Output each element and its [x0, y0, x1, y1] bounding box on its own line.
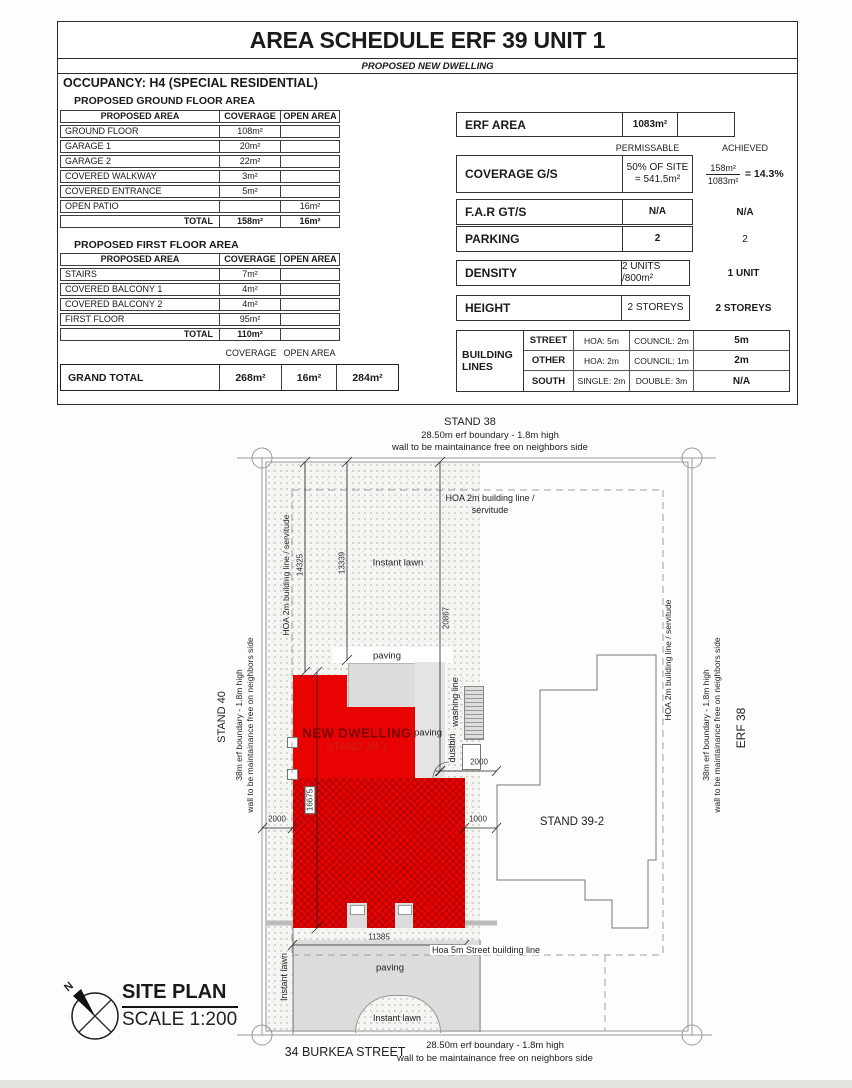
table-cell: 3m² — [219, 170, 281, 183]
first-floor-heading: PROPOSED FIRST FLOOR AREA — [74, 239, 239, 251]
coverage-achieved-result: = 14.3% — [744, 168, 784, 180]
table-cell: 7m² — [219, 268, 281, 281]
coverage-perm-line1: 50% OF SITE — [626, 162, 689, 173]
table-cell: GROUND FLOOR — [60, 125, 220, 138]
header-cell: PROPOSED AREA — [60, 110, 220, 123]
hoa-line-right-label: HOA 2m building line / servitude — [663, 599, 673, 721]
table-cell: 4m² — [219, 298, 281, 311]
table-cell: COVERED BALCONY 1 — [60, 283, 220, 296]
far-label: F.A.R GT/S — [457, 200, 623, 224]
header-cell: OPEN AREA — [280, 253, 340, 266]
site-plan-scale: SCALE 1:200 — [122, 1009, 238, 1030]
total-value: 158m² — [219, 215, 281, 228]
north-compass-icon — [72, 989, 118, 1039]
grand-total-col-header: COVERAGE — [225, 348, 277, 358]
occupancy-label: OCCUPANCY: H4 (SPECIAL RESIDENTIAL) — [63, 76, 318, 90]
building-line-double: DOUBLE: 3m — [630, 371, 694, 391]
density-achieved: 1 UNIT — [727, 267, 760, 279]
table-cell: STAIRS — [60, 268, 220, 281]
total-value: 16m² — [280, 215, 340, 228]
hoa-line-top-label-1: HOA 2m building line / — [445, 493, 535, 503]
building-line-council: COUNCIL: 1m — [630, 351, 694, 371]
parking-permissable: 2 — [654, 233, 661, 244]
instant-lawn-top-label: Instant lawn — [372, 557, 424, 569]
parking-label: PARKING — [457, 227, 623, 251]
total-value: 110m² — [219, 328, 281, 341]
table-cell: COVERED WALKWAY — [60, 170, 220, 183]
table-cell: 20m² — [219, 140, 281, 153]
fraction-denominator: 1083m² — [707, 175, 739, 186]
bottom-boundary-note-1: 28.50m erf boundary - 1.8m high — [426, 1040, 564, 1051]
table-cell: FIRST FLOOR — [60, 313, 220, 326]
table-cell: 16m² — [280, 200, 340, 213]
building-line-achieved: N/A — [732, 375, 751, 387]
far-permissable: N/A — [648, 206, 667, 217]
grand-total-col-header: OPEN AREA — [283, 348, 336, 358]
building-line-achieved: 5m — [694, 331, 789, 351]
building-lines-label: BUILDING LINES — [457, 331, 524, 391]
top-boundary-note-2: wall to be maintainance free on neighbors side — [392, 442, 588, 453]
new-dwelling-label: NEW DWELLING — [302, 725, 412, 741]
building-line-hoa: HOA: 5m — [574, 331, 630, 351]
north-label: N — [62, 979, 76, 995]
total-label: TOTAL — [60, 328, 220, 341]
building-line-achieved: 2m — [694, 351, 789, 371]
table-cell: 4m² — [219, 283, 281, 296]
table-cell: 5m² — [219, 185, 281, 198]
dustbin-label: dustbin — [447, 733, 457, 763]
stand-39-2-outline — [497, 655, 656, 928]
building-line-single: SINGLE: 2m — [574, 371, 630, 391]
total-label: TOTAL — [60, 215, 220, 228]
grand-total-open: 16m² — [282, 365, 337, 390]
stand-39-1-label: STAND 39-1 — [326, 741, 388, 753]
header-cell: COVERAGE — [219, 110, 281, 123]
site-plan-title: SITE PLAN — [122, 981, 238, 1008]
page-subtitle: PROPOSED NEW DWELLING — [58, 59, 797, 74]
erf-area-label: ERF AREA — [457, 113, 623, 136]
table-cell: OPEN PATIO — [60, 200, 220, 213]
street-building-line-label: Hoa 5m Street building line — [431, 945, 541, 955]
grand-total-label: GRAND TOTAL — [61, 365, 220, 390]
table-cell: GARAGE 1 — [60, 140, 220, 153]
paving-bottom-label: paving — [376, 962, 404, 974]
building-line-council: COUNCIL: 2m — [630, 331, 694, 351]
coverage-label: COVERAGE G/S — [457, 156, 623, 192]
dim-13339: 13339 — [337, 551, 347, 575]
grand-total-coverage: 268m² — [220, 365, 282, 390]
erf-area-value: 1083m² — [623, 113, 678, 136]
achieved-header: ACHIEVED — [721, 143, 768, 153]
height-permissable: 2 STOREYS — [627, 302, 684, 313]
far-achieved: N/A — [736, 206, 754, 218]
hoa-line-left-label: HOA 2m building line / servitude — [281, 514, 291, 636]
dim-2000-mid: 2000 — [470, 757, 488, 767]
header-cell: PROPOSED AREA — [60, 253, 220, 266]
stand-38-label: STAND 38 — [444, 416, 496, 428]
instant-lawn-bottom-label: Instant lawn — [372, 1013, 422, 1023]
coverage-perm-line2: = 541.5m² — [634, 174, 681, 185]
right-boundary-note-2: wall to be maintainance free on neighbors side — [712, 637, 722, 813]
grand-total-total: 284m² — [352, 371, 383, 384]
left-boundary-note-1: 38m erf boundary - 1.8m high — [234, 669, 244, 781]
left-boundary-note-2: wall to be maintainance free on neighbors side — [245, 637, 255, 813]
building-line-hoa: HOA: 2m — [574, 351, 630, 371]
header-cell: OPEN AREA — [280, 110, 340, 123]
table-cell: 95m² — [219, 313, 281, 326]
building-line-name: STREET — [524, 331, 574, 351]
table-cell: COVERED BALCONY 2 — [60, 298, 220, 311]
table-cell: GARAGE 2 — [60, 155, 220, 168]
parking-achieved: 2 — [742, 233, 748, 245]
washing-line-label: washing line — [450, 677, 460, 727]
paving-top-label: paving — [373, 650, 401, 662]
dim-20867: 20867 — [441, 606, 451, 630]
instant-lawn-left-label: Instant lawn — [279, 952, 289, 1002]
street-name-label: 34 BURKEA STREET — [284, 1045, 406, 1059]
stand-39-2-label: STAND 39-2 — [539, 816, 605, 828]
permissable-header: PERMISSABLE — [615, 143, 680, 153]
misc-lines — [266, 762, 497, 1035]
table-cell: COVERED ENTRANCE — [60, 185, 220, 198]
building-line-name: SOUTH — [524, 371, 574, 391]
dim-11385: 11385 — [368, 932, 390, 942]
page-title: AREA SCHEDULE ERF 39 UNIT 1 — [58, 22, 797, 59]
top-boundary-note-1: 28.50m erf boundary - 1.8m high — [421, 430, 559, 441]
ground-floor-heading: PROPOSED GROUND FLOOR AREA — [74, 95, 256, 107]
hoa-line-top-label-2: servitude — [471, 505, 509, 515]
dim-14325: 14325 — [295, 553, 305, 577]
bottom-boundary-note-2: wall to be maintainance free on neighbors side — [397, 1053, 593, 1064]
dimension-lines — [258, 457, 501, 950]
erf-38-label: ERF 38 — [734, 707, 748, 749]
table-cell: 108m² — [219, 125, 281, 138]
density-label: DENSITY — [457, 261, 622, 285]
dim-16675: 16675 — [305, 786, 316, 814]
right-boundary-note-1: 38m erf boundary - 1.8m high — [701, 669, 711, 781]
density-permissable: 2 UNITS /800m² — [622, 261, 661, 284]
dim-1000: 1000 — [469, 814, 487, 824]
height-achieved: 2 STOREYS — [715, 302, 772, 314]
dim-2000-left: 2000 — [268, 814, 286, 824]
fraction-numerator: 158m² — [706, 163, 740, 175]
header-cell: COVERAGE — [219, 253, 281, 266]
stand-40-label: STAND 40 — [216, 691, 228, 743]
height-label: HEIGHT — [457, 296, 622, 320]
paving-mid-label: paving — [414, 727, 442, 739]
table-cell: 22m² — [219, 155, 281, 168]
building-line-name: OTHER — [524, 351, 574, 371]
